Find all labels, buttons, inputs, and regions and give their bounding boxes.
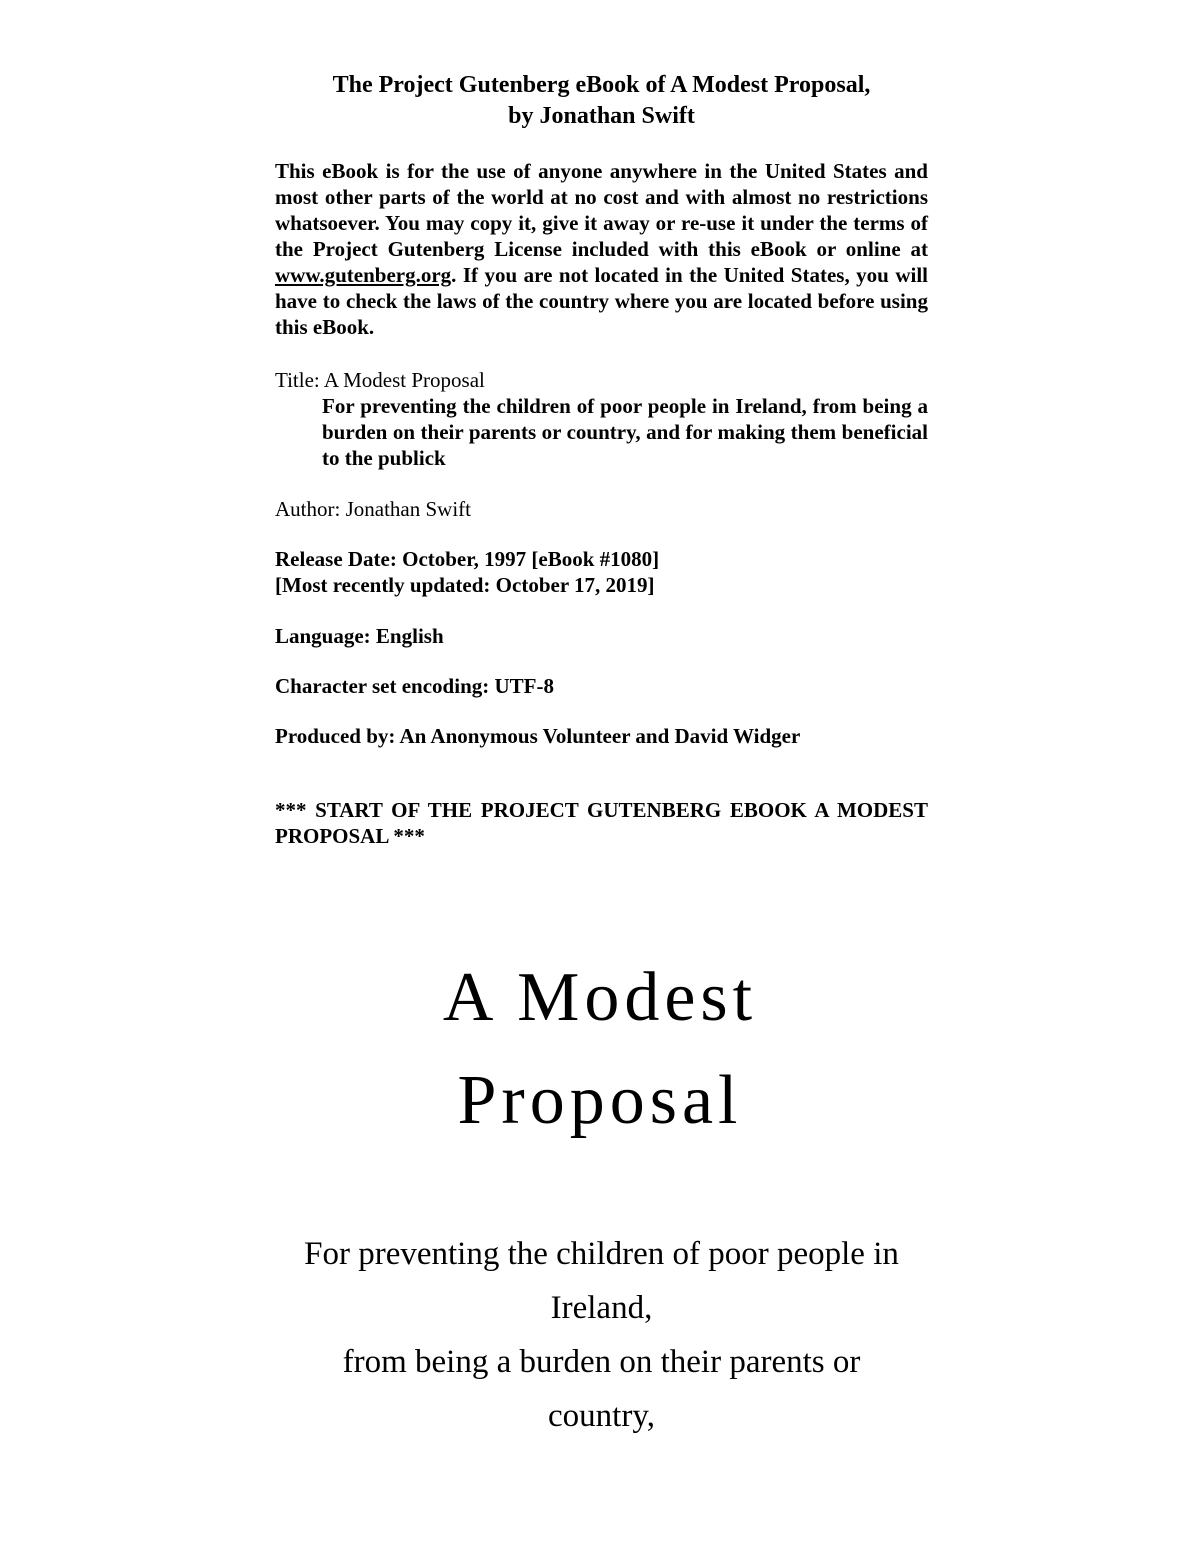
book-title-line2: Proposal — [457, 1062, 743, 1139]
meta-release-date: Release Date: October, 1997 [eBook #1080] — [275, 547, 660, 571]
meta-encoding: Character set encoding: UTF-8 — [275, 674, 554, 698]
start-marker-block — [275, 797, 928, 849]
book-subtitle-line4: country, — [548, 1398, 655, 1434]
meta-produced-by: Produced by: An Anonymous Volunteer and David Widger — [275, 724, 801, 748]
ebook-header-title — [260, 70, 943, 132]
license-text-after-link: . If you are not located in the United States, you will have to check the laws of the country where you are located before using this eBook. — [275, 263, 928, 339]
book-title-line1: A Modest — [442, 959, 758, 1036]
ebook-header-title-line2: by Jonathan Swift — [508, 103, 695, 129]
book-subtitle-line2: Ireland, — [550, 1290, 653, 1326]
license-paragraph — [275, 158, 928, 340]
meta-updated: [Most recently updated: October 17, 2019] — [275, 573, 655, 597]
license-block — [275, 158, 928, 340]
meta-author: Author: Jonathan Swift — [275, 497, 471, 521]
meta-author-block — [275, 496, 928, 522]
meta-title-subtitle: For preventing the children of poor people in Ireland, from being a burden on their parents or country, and for making them beneficial to the publick — [322, 394, 928, 470]
meta-title: Title: A Modest Proposal — [275, 368, 485, 392]
start-marker: *** START OF THE PROJECT GUTENBERG EBOOK A MODEST PROPOSAL *** — [275, 798, 928, 848]
meta-encoding-block — [275, 673, 928, 699]
license-text-before-link: This eBook is for the use of anyone anywhere in the United States and most other parts of the world at no cost and with almost no restrictions whatsoever. You may copy it, give it away or re-use it under the terms of the Project Gutenberg License included with this eBook or online at — [275, 159, 928, 261]
meta-language: Language: English — [275, 624, 444, 648]
book-subtitle-line1: For preventing the children of poor people in — [304, 1236, 899, 1272]
ebook-header-title-line1: The Project Gutenberg eBook of A Modest Proposal, — [332, 72, 871, 98]
gutenberg-link[interactable]: www.gutenberg.org — [275, 263, 452, 287]
meta-release-block — [275, 546, 928, 598]
book-subtitle-line3: from being a burden on their parents or — [342, 1344, 861, 1380]
meta-language-block — [275, 623, 928, 649]
meta-title-block — [275, 367, 928, 471]
meta-produced-block — [275, 723, 928, 749]
book-subtitle — [260, 1227, 943, 1443]
